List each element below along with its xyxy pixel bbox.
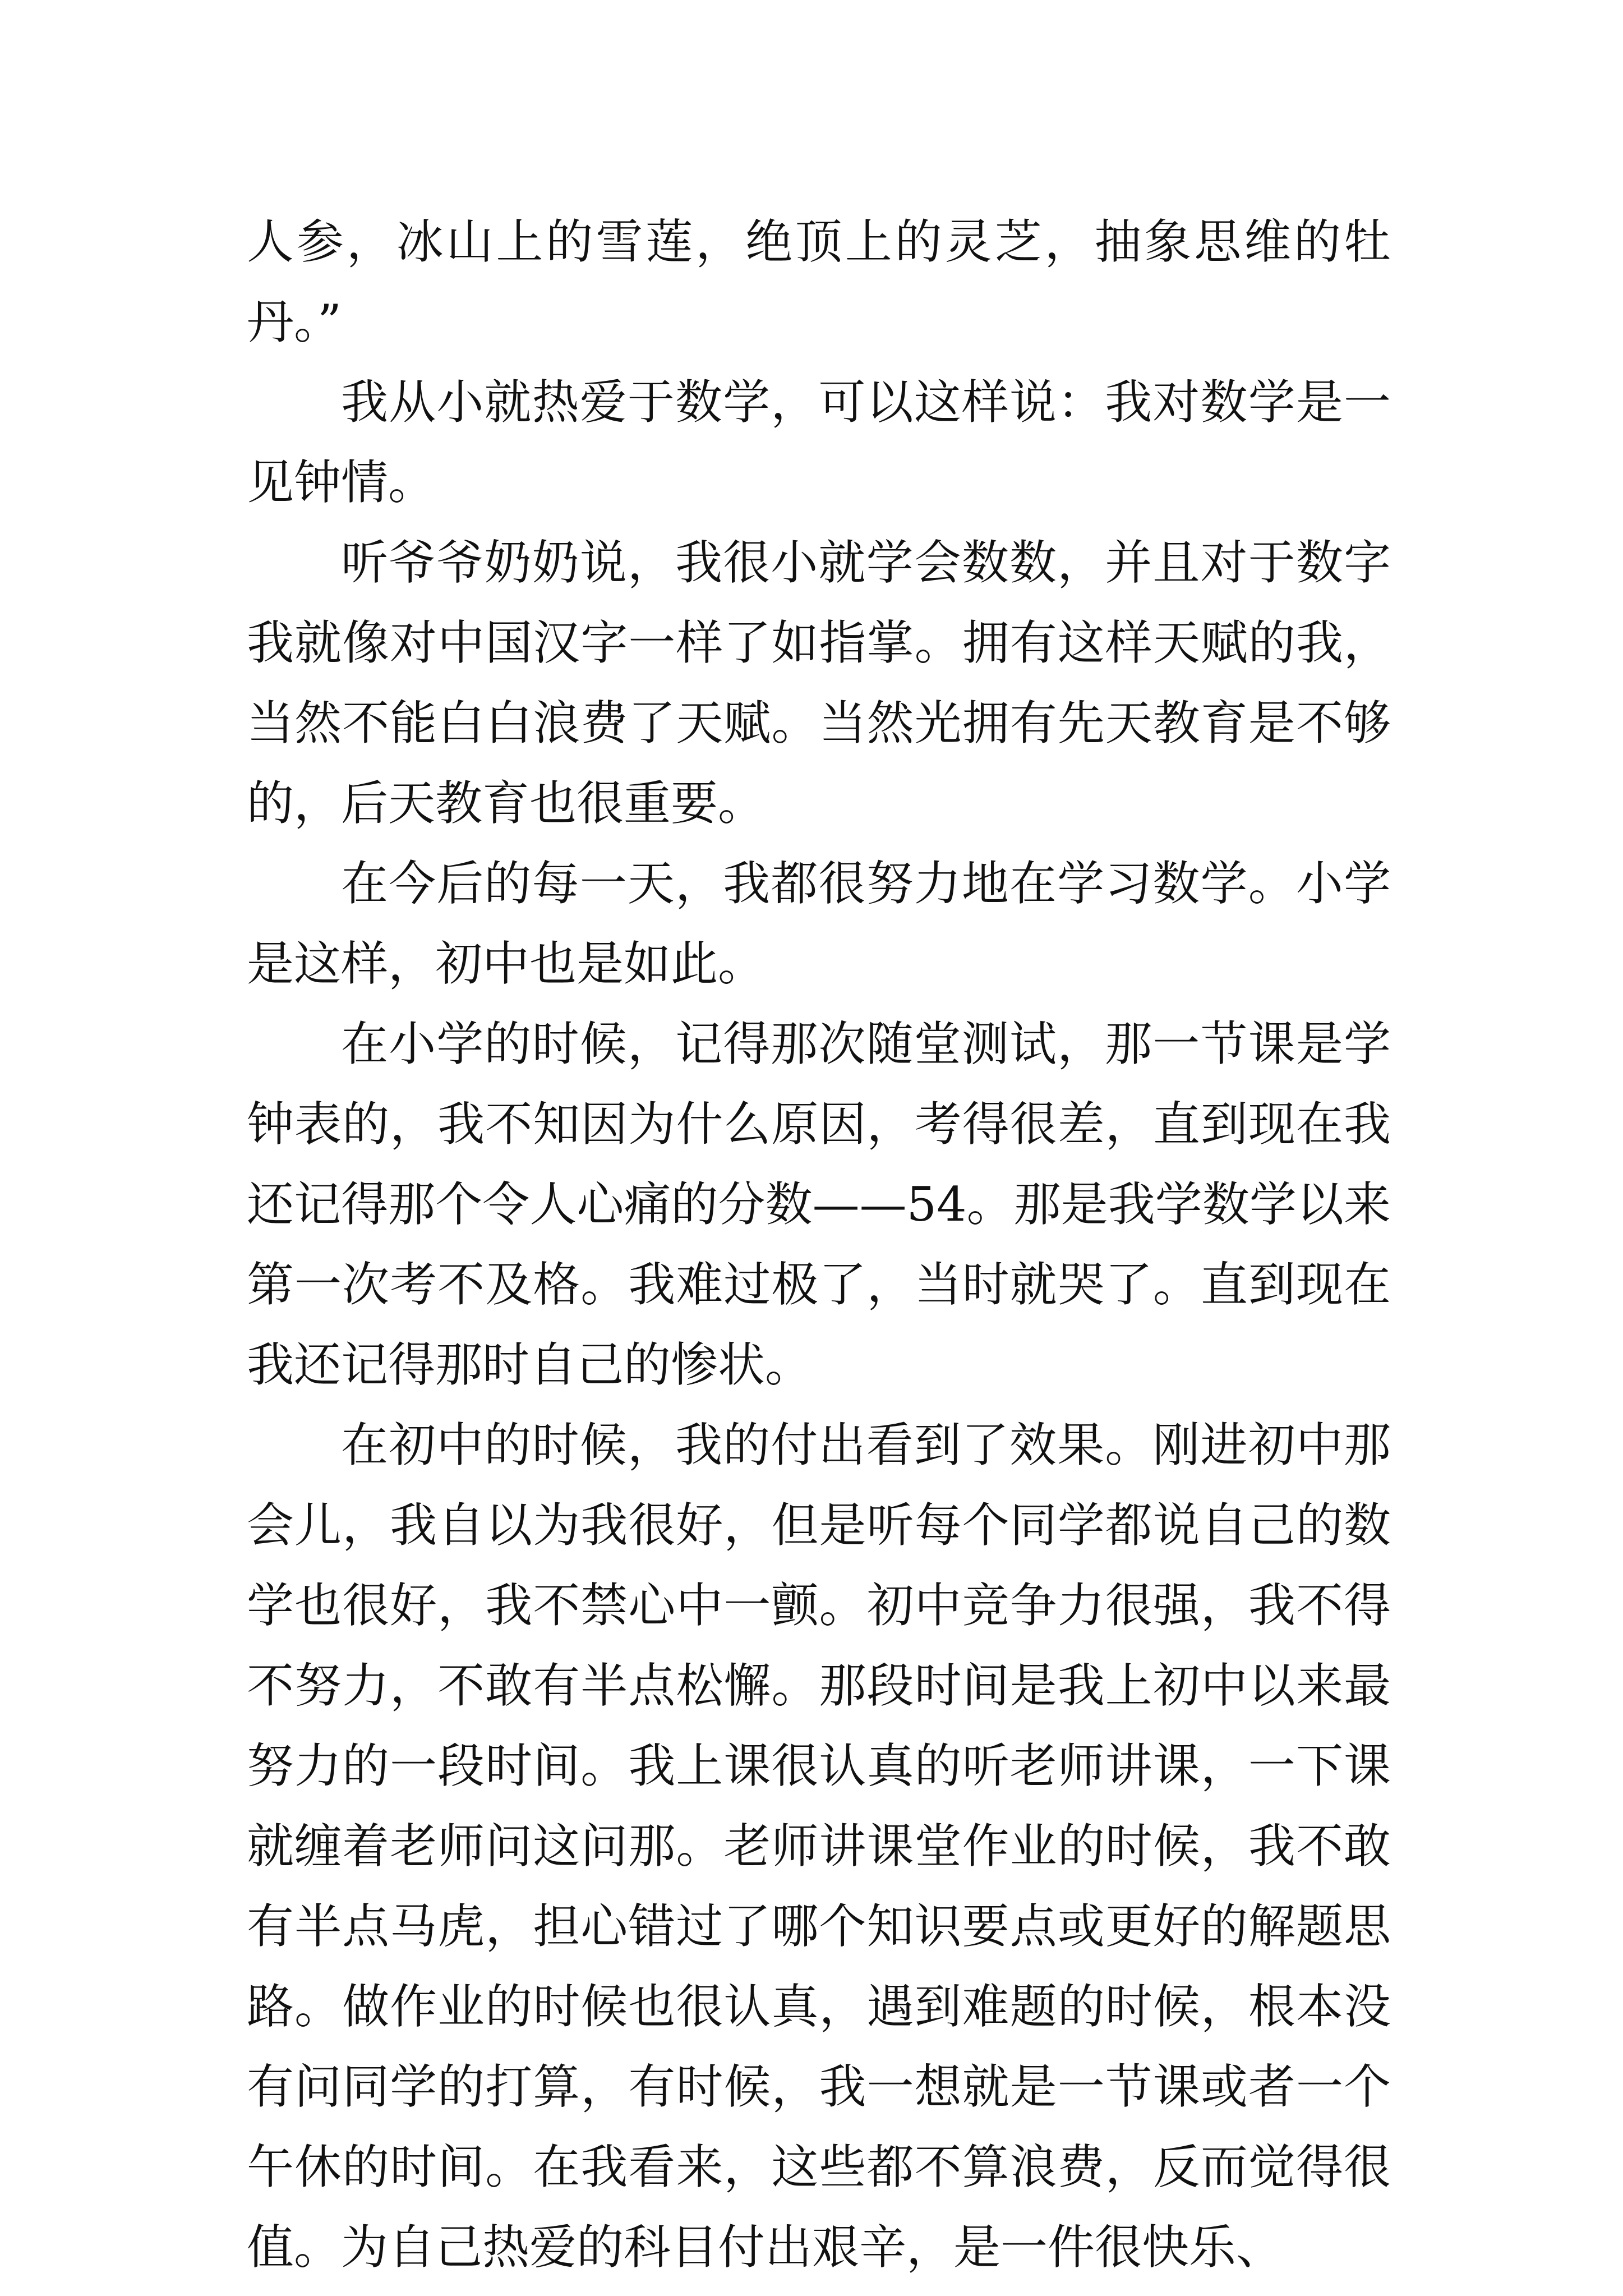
body-text (247, 202, 1391, 2288)
paragraph-4: 在今后的每一天，我都很努力地在学习数学。小学是这样，初中也是如此。 (247, 856, 1391, 991)
paragraph-3: 听爷爷奶奶说，我很小就学会数数，并且对于数字我就像对中国汉字一样了如指掌。拥有这样天赋的我，当然不能白白浪费了天赋。当然光拥有先天教育是不够的，后天教育也很重要。 (247, 535, 1391, 831)
paragraph-2: 我从小就热爱于数学，可以这样说：我对数学是一见钟情。 (247, 375, 1391, 510)
paragraph-5: 在小学的时候，记得那次随堂测试，那一节课是学钟表的，我不知因为什么原因，考得很差，直到现在我还记得那个令人心痛的分数——54。那是我学数学以来第一次考不及格。我难过极了，当时就哭了。直到现在我还记得那时自己的惨状。 (247, 1016, 1391, 1392)
paragraph-6: 在初中的时候，我的付出看到了效果。刚进初中那会儿，我自以为我很好，但是听每个同学都说自己的数学也很好，我不禁心中一颤。初中竞争力很强，我不得不努力，不敢有半点松懈。那段时间是我上初中以来最努力的一段时间。我上课很认真的听老师讲课，一下课就缠着老师问这问那。老师讲课堂作业的时候，我不敢有半点马虎，担心错过了哪个知识要点或更好的解题思路。做作业的时候也很认真，遇到难题的时候，根本没有问同学的打算，有时候，我一想就是一节课或者一个午休的时间。在我看来，这些都不算浪费，反而觉得很值。为自己热爱的科目付出艰辛，是一件很快乐、 (247, 1418, 1391, 2275)
paragraph-1: 人参，冰山上的雪莲，绝顶上的灵芝，抽象思维的牡丹。” (247, 214, 1391, 349)
